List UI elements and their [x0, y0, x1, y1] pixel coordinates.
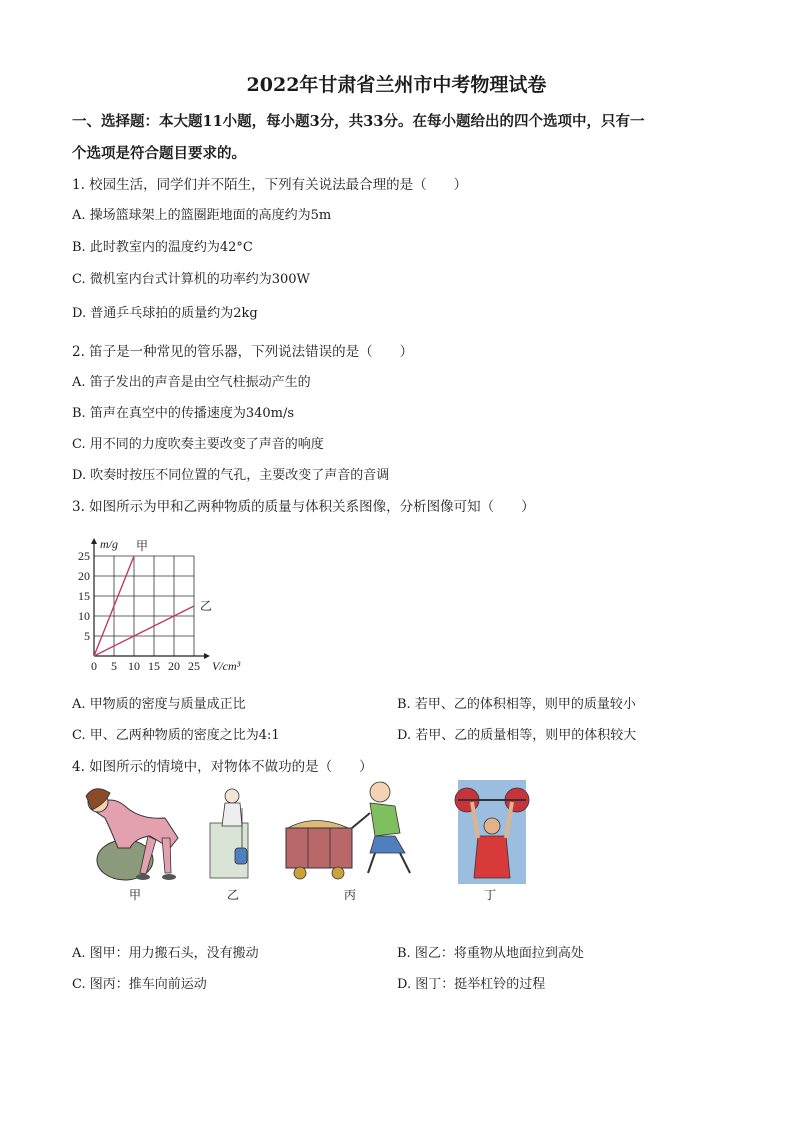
illustration-push-cart — [286, 782, 410, 879]
q1-option-c: C. 微机室内台式计算机的功率约为300W — [72, 272, 310, 287]
x-axis-arrow — [204, 653, 210, 659]
q1-option-d: D. 普通乒乓球拍的质量约为2kg — [72, 306, 258, 321]
y-tick-label: 5 — [84, 629, 90, 643]
x-tick-label: 15 — [148, 659, 160, 673]
illustration-weightlifter — [455, 780, 529, 884]
chart-lines — [94, 556, 194, 656]
x-tick-label: 25 — [188, 659, 200, 673]
y-axis-arrow — [91, 538, 97, 544]
y-tick-label: 25 — [78, 549, 90, 563]
q1-stem: 1. 校园生活，同学们并不陌生，下列有关说法最合理的是（ ） — [72, 177, 468, 193]
q3-option-a: A. 甲物质的密度与质量成正比 — [72, 697, 246, 712]
q2-option-b: B. 笛声在真空中的传播速度为340m/s — [72, 406, 295, 421]
q3-option-d: D. 若甲、乙的质量相等，则甲的体积较大 — [397, 728, 637, 743]
q4-caption-yi: 乙 — [227, 888, 240, 902]
q4-caption-ding: 丁 — [484, 888, 497, 902]
q3-option-b: B. 若甲、乙的体积相等，则甲的质量较小 — [397, 697, 636, 712]
y-tick-label: 10 — [78, 609, 90, 623]
y-axis-label: m/g — [100, 537, 118, 551]
section-heading-line2: 个选项是符合题目要求的。 — [72, 145, 246, 162]
x-axis-label: V/cm³ — [212, 659, 241, 673]
series-label-yi: 乙 — [200, 599, 213, 613]
q4-option-d: D. 图丁：挺举杠铃的过程 — [397, 977, 546, 992]
q1-option-a: A. 操场篮球架上的篮圈距地面的高度约为5m — [72, 208, 332, 223]
x-tick-label: 0 — [91, 659, 97, 673]
chart-grid — [94, 556, 194, 656]
series-line-1 — [94, 606, 194, 656]
q2-option-c: C. 用不同的力度吹奏主要改变了声音的响度 — [72, 437, 324, 452]
q4-option-a: A. 图甲：用力搬石头，没有搬动 — [72, 946, 259, 961]
q2-stem: 2. 笛子是一种常见的管乐器，下列说法错误的是（ ） — [72, 344, 414, 360]
illustration-pull-weight — [210, 789, 248, 878]
y-tick-label: 15 — [78, 589, 90, 603]
illustration-lift-rock — [86, 789, 178, 880]
q2-option-d: D. 吹奏时按压不同位置的气孔，主要改变了声音的音调 — [72, 468, 390, 483]
q4-caption-jia: 甲 — [129, 888, 142, 902]
x-tick-label: 10 — [128, 659, 140, 673]
q4-stem: 4. 如图所示的情境中，对物体不做功的是（ ） — [72, 759, 373, 775]
x-tick-label: 5 — [111, 659, 117, 673]
y-tick-label: 20 — [78, 569, 90, 583]
chart-labels — [78, 537, 241, 673]
q3-option-c: C. 甲、乙两种物质的密度之比为4:1 — [72, 728, 280, 743]
q4-option-b: B. 图乙：将重物从地面拉到高处 — [397, 946, 584, 961]
x-tick-label: 20 — [168, 659, 180, 673]
mass-volume-chart — [70, 528, 270, 673]
q2-option-a: A. 笛子发出的声音是由空气柱振动产生的 — [72, 375, 311, 390]
q4-caption-bing: 丙 — [344, 888, 357, 902]
series-label-jia: 甲 — [136, 539, 149, 553]
q3-stem: 3. 如图所示为甲和乙两种物质的质量与体积关系图像，分析图像可知（ ） — [72, 499, 535, 515]
q4-option-c: C. 图丙：推车向前运动 — [72, 977, 207, 992]
q1-option-b: B. 此时教室内的温度约为42°C — [72, 240, 253, 255]
section-heading-line1: 一、选择题：本大题11小题，每小题3分，共33分。在每小题给出的四个选项中，只有一 — [72, 113, 645, 130]
page-title: 2022年甘肃省兰州市中考物理试卷 — [246, 74, 547, 96]
